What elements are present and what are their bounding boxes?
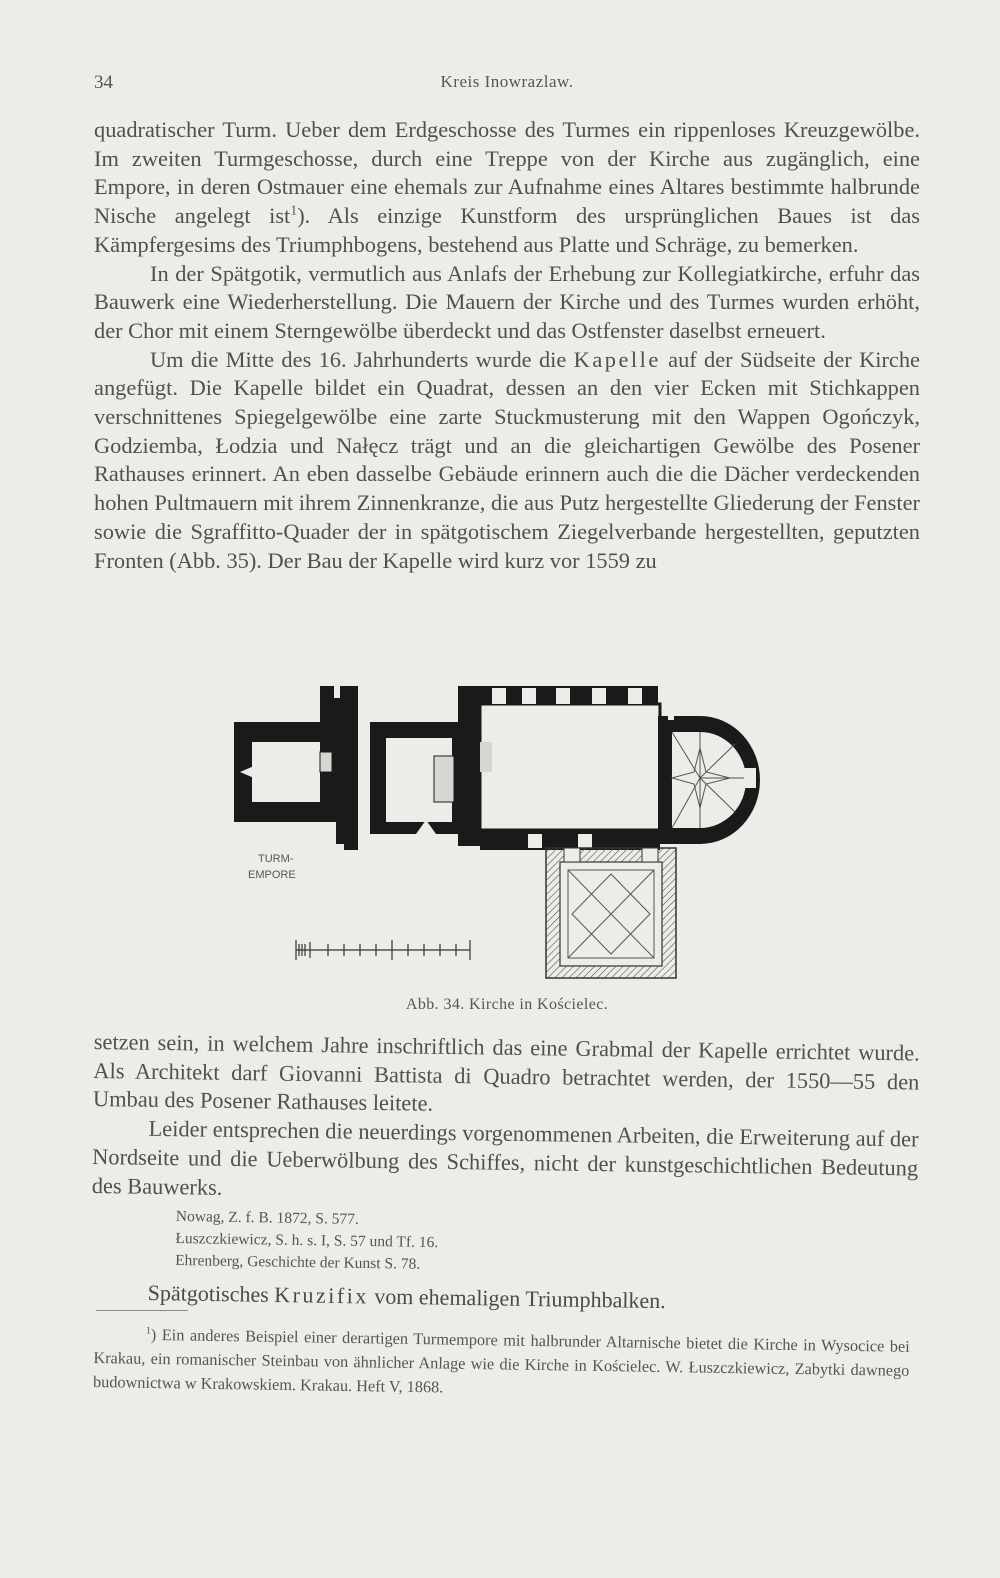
floor-plan	[230, 680, 790, 990]
nave-walls	[370, 686, 660, 850]
plan-label-turm: TURM-	[258, 853, 294, 865]
figure-caption: Abb. 34. Kirche in Kościelec.	[405, 996, 609, 1013]
body-text-top	[94, 116, 920, 575]
scale-bar	[296, 940, 470, 960]
reference-item: Nowag, Z. f. B. 1872, S. 577.	[175, 1207, 359, 1228]
footnote-rule	[96, 1310, 188, 1311]
paragraph: quadratischer Turm. Ueber dem Erdgeschosse des Turmes ein rippenloses Kreuzgewölbe. Im zweiten Turmgeschosse, durch eine Treppe von der Kirche aus zugänglich, eine Empore, in deren Ostmauer eine ehemals zur Aufnahme eines Altares bestimmte halbrunde Nische angelegt ist$^1$). Als einzige Kunstform des ursprünglichen Baues ist das Kämpfergesims des Triumphbogens, bestehend aus Platte und Schräge, zu bemerken.	[94, 117, 921, 257]
reference-item: Ehrenberg, Geschichte der Kunst S. 78.	[175, 1251, 421, 1273]
tower-walls	[234, 686, 358, 850]
footnote-text: ) Ein anderes Beispiel einer derartigen Turmempore mit halbrunder Altarnische bietet die Kirche in Wysocice bei Krakau, ein romanischer Steinbau von ähnlicher Anlage wie die Kirche in Kościelec. W. Łuszczkiewicz, Zabytki dawnego budownictwa w Krakowskiem. Krakau. Heft V, 1868.	[92, 1324, 910, 1397]
reference-item: Łuszczkiewicz, S. h. s. I, S. 57 und Tf. 16.	[175, 1229, 439, 1252]
footnote-marker: 1	[290, 203, 298, 219]
page-number: 34	[94, 72, 113, 93]
footnote	[93, 1322, 910, 1407]
plan-label-empore: EMPORE	[248, 869, 296, 881]
emphasized-word: Kruzifix	[274, 1281, 370, 1309]
paragraph: In der Spätgotik, vermutlich aus Anlafs der Erhebung zur Kollegiatkirche, erfuhr das Bauwerk eine Wiederherstellung. Die Mauern der Kirche und des Turmes wurden erhöht, der Chor mit einem Sterngewölbe überdeckt und das Ostfenster daselbst erneuert.	[94, 260, 920, 343]
paragraph: Leider entsprechen die neuerdings vorgenommenen Arbeiten, die Erweiterung auf der Nordseite und die Ueberwölbung des Schiffes, nicht der kunstgeschichtlichen Bedeutung des Bauwerks.	[91, 1115, 919, 1200]
chapel-walls	[546, 848, 676, 978]
page-header	[94, 72, 920, 102]
body-text-bottom	[92, 1028, 920, 1212]
references-list	[175, 1206, 776, 1281]
emphasized-word: Kapelle	[573, 346, 661, 372]
running-title: Kreis Inowrazlaw.	[440, 72, 574, 91]
paragraph: Um die Mitte des 16. Jahrhunderts wurde die Kapelle auf der Südseite der Kirche angefügt. Die Kapelle bildet ein Quadrat, dessen an den vier Ecken mit Stichkappen verschnittenes Spiegelgewölbe eine zarte Stuckmusterung mit den Wappen Ogończyk, Godziemba, Łodzia und Nałęcz trägt und an die gleichartigen Gewölbe des Posener Rathauses erinnert. An eben dasselbe Gebäude erinnern auch die die Dächer verdeckenden hohen Pultmauern mit ihrem Zinnenkranze, die aus Putz hergestellte Gliederung der Fenster sowie die Sgraffitto-Quader der in spätgotischem Ziegelverbande hergestellten, geputzten Fronten (Abb. 35). Der Bau der Kapelle wird kurz vor 1559 zu	[94, 346, 921, 573]
chancel-walls	[658, 710, 760, 844]
section-subheading: Spätgotisches Kruzifix vom ehemaligen Triumphbalken.	[147, 1280, 666, 1314]
paragraph: setzen sein, in welchem Jahre inschriftlich das eine Grabmal der Kapelle errichtet wurde. Als Architekt darf Giovanni Battista di Quadro betrachtet werden, der 1550—55 den Umbau des Posener Rathauses leitete.	[92, 1028, 920, 1117]
footnote-number: 1	[145, 1325, 151, 1337]
floor-plan-figure	[230, 680, 790, 990]
